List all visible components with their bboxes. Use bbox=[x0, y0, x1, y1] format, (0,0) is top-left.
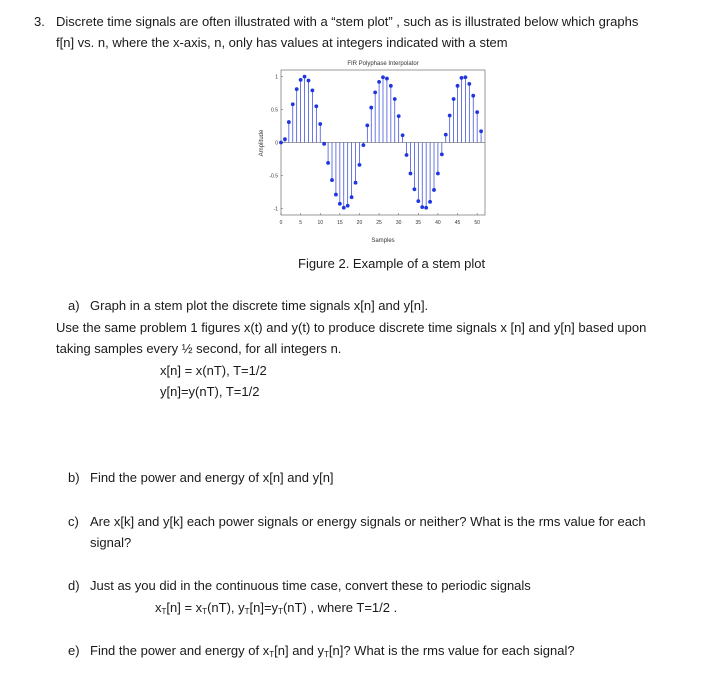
part-e-sub-2: T bbox=[324, 650, 329, 659]
part-e-text1: Find the power and energy of x bbox=[90, 643, 270, 658]
part-e-text2: [n] and y bbox=[274, 643, 324, 658]
eq-sub-2: T bbox=[202, 607, 208, 616]
x-tick-label: 50 bbox=[474, 220, 480, 226]
eq-sub-3: T bbox=[244, 607, 250, 616]
y-axis-label: Amplitude bbox=[259, 129, 265, 157]
part-d-text: Just as you did in the continuous time case, convert these to periodic signals bbox=[90, 578, 531, 593]
part-a-text: Graph in a stem plot the discrete time signals x[n] and y[n]. bbox=[90, 298, 429, 313]
eq-part-4: (nT) , where T=1/2 . bbox=[282, 600, 398, 615]
stem-marker bbox=[432, 188, 436, 192]
eq-part-2: (nT), y bbox=[207, 600, 245, 615]
stem-marker bbox=[393, 97, 397, 101]
x-tick-label: 0 bbox=[279, 220, 283, 226]
x-tick-label: 20 bbox=[356, 220, 363, 226]
stem-marker bbox=[448, 114, 452, 118]
stem-marker bbox=[350, 195, 354, 199]
stem-marker bbox=[420, 205, 424, 209]
stem-marker bbox=[326, 161, 330, 165]
eq-part-1: [n] = x bbox=[166, 600, 203, 615]
question-intro-line2: f[n] vs. n, where the x-axis, n, only has values at integers indicated with a stem bbox=[56, 35, 508, 50]
part-a-label: a) bbox=[68, 298, 80, 313]
part-d-label: d) bbox=[68, 578, 80, 593]
x-tick-label: 5 bbox=[299, 220, 303, 226]
stem-marker bbox=[307, 79, 311, 83]
x-tick-label: 30 bbox=[395, 220, 402, 226]
stem-marker bbox=[299, 78, 303, 82]
eq-part-3: [n]=y bbox=[249, 600, 279, 615]
figure-caption: Figure 2. Example of a stem plot bbox=[298, 256, 486, 271]
stem-marker bbox=[361, 143, 365, 147]
x-axis-label: Samples bbox=[371, 238, 395, 244]
part-e-text bbox=[90, 643, 575, 663]
stem-marker bbox=[479, 129, 483, 133]
stem-marker bbox=[467, 82, 471, 86]
stem-marker bbox=[412, 187, 416, 191]
stem-marker bbox=[358, 163, 362, 167]
question-intro-line1: Discrete time signals are often illustrated with a “stem plot” , such as is illustrated below which graphs bbox=[56, 14, 639, 29]
stem-marker bbox=[330, 178, 334, 182]
y-tick-label: 0.5 bbox=[271, 107, 278, 114]
x-tick-label: 10 bbox=[317, 220, 324, 226]
stem-marker bbox=[310, 89, 314, 93]
x-tick-label: 25 bbox=[376, 220, 382, 226]
stem-marker bbox=[475, 110, 479, 114]
x-tick-label: 15 bbox=[337, 220, 343, 226]
part-a-line3: taking samples every ½ second, for all integers n. bbox=[56, 341, 342, 356]
stem-marker bbox=[334, 193, 338, 197]
x-tick-label: 45 bbox=[454, 220, 461, 226]
eq-sub-1: T bbox=[161, 607, 167, 616]
part-c-text: Are x[k] and y[k] each power signals or energy signals or neither? What is the rms value for each bbox=[90, 514, 646, 529]
stem-marker bbox=[377, 80, 381, 84]
equation-x: x[n] = x(nT), T=1/2 bbox=[160, 363, 267, 378]
part-a-line2: Use the same problem 1 figures x(t) and y(t) to produce discrete time signals x [n] and y[n] based upon bbox=[56, 320, 647, 335]
x-tick-label: 35 bbox=[415, 220, 422, 226]
stem-marker bbox=[342, 206, 346, 210]
stem-marker bbox=[436, 172, 440, 176]
equation-y: y[n]=y(nT), T=1/2 bbox=[160, 384, 260, 399]
part-b-text: Find the power and energy of x[n] and y[n] bbox=[90, 470, 334, 485]
question-number: 3. bbox=[34, 14, 45, 29]
stem-marker bbox=[322, 142, 326, 146]
stem-marker bbox=[460, 76, 464, 80]
stem-marker bbox=[283, 137, 287, 141]
stem-marker bbox=[287, 120, 291, 124]
eq-sub-4: T bbox=[278, 607, 283, 616]
stem-marker bbox=[440, 152, 444, 156]
eq-x: x bbox=[155, 600, 162, 615]
y-tick-label: 1 bbox=[275, 74, 278, 81]
stem-marker bbox=[389, 84, 393, 88]
stem-marker bbox=[405, 153, 409, 157]
stem-marker bbox=[346, 204, 350, 208]
part-e-label: e) bbox=[68, 643, 80, 658]
stem-marker bbox=[318, 122, 322, 126]
stem-marker bbox=[424, 206, 428, 210]
part-c-label: c) bbox=[68, 514, 79, 529]
stem-marker bbox=[373, 91, 377, 95]
stem-marker bbox=[416, 199, 420, 203]
stem-marker bbox=[471, 94, 475, 98]
stem-marker bbox=[444, 133, 448, 137]
part-e-sub-1: T bbox=[269, 650, 275, 659]
stem-marker bbox=[397, 114, 401, 118]
y-tick-label: 0 bbox=[275, 140, 278, 147]
y-tick-label: -1 bbox=[273, 206, 278, 213]
stem-marker bbox=[291, 102, 295, 106]
stem-marker bbox=[456, 84, 460, 88]
stem-plot-figure bbox=[255, 58, 495, 248]
stem-marker bbox=[381, 75, 385, 79]
stem-marker bbox=[452, 97, 456, 101]
stem-marker bbox=[401, 133, 405, 137]
x-tick-label: 40 bbox=[435, 220, 441, 226]
stem-marker bbox=[303, 75, 307, 79]
part-b-label: b) bbox=[68, 470, 80, 485]
stem-marker bbox=[295, 87, 299, 91]
part-c-line2: signal? bbox=[90, 535, 132, 550]
stem-marker bbox=[463, 75, 467, 79]
chart-title: FIR Polyphase Interpolator bbox=[347, 61, 419, 67]
stem-marker bbox=[354, 181, 358, 185]
stem-marker bbox=[409, 172, 413, 176]
part-d-equation bbox=[155, 600, 397, 620]
stem-marker bbox=[428, 200, 432, 204]
stem-marker bbox=[338, 202, 342, 206]
stem-marker bbox=[369, 106, 373, 110]
stem-marker bbox=[385, 77, 389, 81]
part-e-text3: [n]? What is the rms value for each signal? bbox=[328, 643, 575, 658]
stem-marker bbox=[314, 104, 318, 108]
y-tick-label: -0.5 bbox=[269, 173, 278, 180]
stem-marker bbox=[365, 123, 369, 127]
